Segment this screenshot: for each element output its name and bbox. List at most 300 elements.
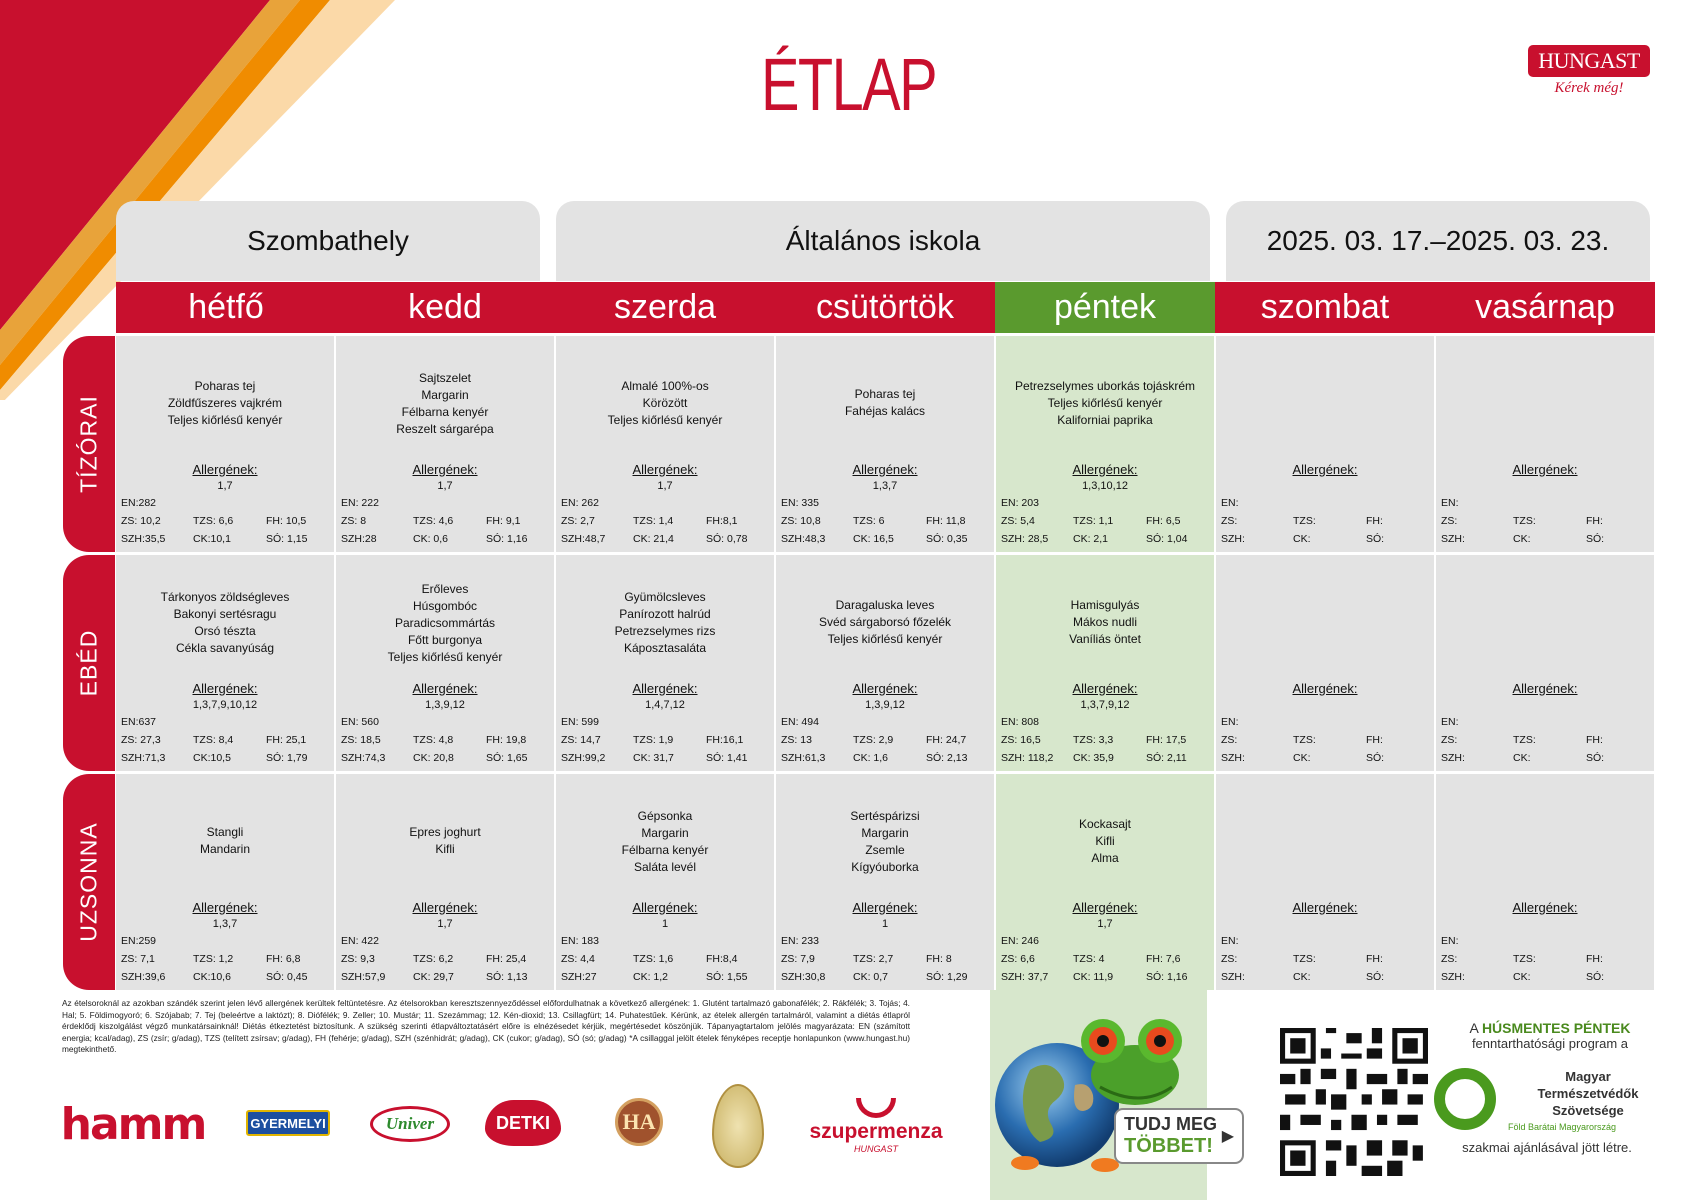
- menu-cell: [1216, 336, 1434, 552]
- food-list: [776, 386, 994, 420]
- allergen-block: [1216, 680, 1434, 697]
- nutrition-block: [121, 713, 332, 767]
- nutrition-fh: FH: 10,5: [266, 515, 307, 527]
- nutrition-tzs: TZS: 4,6: [413, 515, 454, 527]
- allergen-block: [556, 680, 774, 714]
- nutrition-fh: FH: 7,6: [1146, 953, 1181, 965]
- food-item: Teljes kiőrlésű kenyér: [387, 650, 503, 664]
- nutrition-ck: CK:: [1293, 971, 1311, 983]
- menu-cell: [1436, 336, 1654, 552]
- food-item: Margarin: [861, 826, 909, 840]
- nutrition-en: EN:: [1221, 716, 1239, 728]
- allergen-block: [116, 899, 334, 933]
- food-list: [556, 808, 774, 876]
- food-item: Fahéjas kalács: [844, 404, 926, 418]
- food-list: [336, 370, 554, 438]
- nutrition-zs: ZS: 13: [781, 734, 812, 746]
- allergen-label: Allergének:: [192, 462, 258, 477]
- nutrition-en: EN: 494: [781, 716, 819, 728]
- food-item: Kígyóuborka: [851, 860, 919, 874]
- allergen-block: [996, 461, 1214, 495]
- learn-more-button[interactable]: [1114, 1108, 1244, 1164]
- nutrition-ck: CK:10,1: [193, 533, 231, 545]
- learn-more-line1: TUDJ MEG: [1124, 1114, 1218, 1134]
- allergen-block: [336, 680, 554, 714]
- meatless-line2: fenntarthatósági program a: [1471, 1036, 1629, 1051]
- nutrition-szh: SZH:: [1441, 971, 1465, 983]
- allergen-values: 1,7: [437, 480, 453, 492]
- nutrition-so: SÓ: 2,13: [926, 752, 968, 764]
- allergen-values: 1,3,10,12: [1082, 480, 1128, 492]
- allergen-label: Allergének:: [1512, 681, 1578, 696]
- ha-logo-text: HA: [622, 1109, 656, 1134]
- nutrition-szh: SZH:: [1221, 533, 1245, 545]
- day-header-2: szerda: [555, 282, 775, 333]
- nutrition-en: EN: 222: [341, 497, 379, 509]
- date-range-header: 2025. 03. 17.–2025. 03. 23.: [1226, 201, 1650, 281]
- menu-cell: [116, 336, 334, 552]
- allergen-label: Allergének:: [852, 900, 918, 915]
- nutrition-fh: FH: 25,4: [486, 953, 527, 965]
- nutrition-tzs: TZS:: [1513, 953, 1536, 965]
- meal-label-text: EBÉD: [75, 629, 102, 697]
- allergen-label: Allergének:: [852, 681, 918, 696]
- allergen-block: [1436, 461, 1654, 478]
- food-item: Svéd sárgaborsó főzelék: [818, 615, 952, 629]
- menu-cell: [556, 336, 774, 552]
- nutrition-tzs: TZS: 2,7: [853, 953, 894, 965]
- food-item: Daragaluska leves: [835, 598, 935, 612]
- nutrition-block: [1221, 713, 1432, 767]
- gyermelyi-logo-text: GYERMELYI: [250, 1115, 326, 1131]
- nutrition-tzs: TZS: 1,2: [193, 953, 234, 965]
- nutrition-szh: SZH:48,7: [561, 533, 606, 545]
- nutrition-en: EN: 246: [1001, 935, 1039, 947]
- meal-label-0: [63, 336, 115, 552]
- nutrition-fh: FH: 25,1: [266, 734, 307, 746]
- nutrition-fh: FH:8,1: [706, 515, 738, 527]
- szupermenza-logo-sub: HUNGAST: [853, 1144, 898, 1154]
- nutrition-zs: ZS: 6,6: [1001, 953, 1035, 965]
- allergen-label: Allergének:: [1072, 462, 1138, 477]
- food-item: Epres joghurt: [409, 825, 481, 839]
- nutrition-zs: ZS: 9,3: [341, 953, 375, 965]
- allergen-values: 1,3,9,12: [425, 699, 465, 711]
- allergen-block: [116, 680, 334, 714]
- nutrition-tzs: TZS:: [1293, 734, 1316, 746]
- day-header-1: kedd: [335, 282, 555, 333]
- nutrition-zs: ZS: 7,1: [121, 953, 155, 965]
- hamm-logo-text: hamm: [60, 1098, 206, 1150]
- nutrition-ck: CK: 0,6: [413, 533, 449, 545]
- nutrition-zs: ZS: 10,2: [121, 515, 161, 527]
- nutrition-fh: FH: 17,5: [1146, 734, 1187, 746]
- food-item: Orsó tészta: [194, 624, 256, 638]
- allergen-values: 1,3,7: [872, 480, 898, 492]
- nutrition-so: SÓ: 0,35: [926, 533, 968, 545]
- brand-name: HUNGAST: [1528, 45, 1650, 77]
- nutrition-en: EN:282: [121, 497, 157, 509]
- menu-cell: [1436, 555, 1654, 771]
- nutrition-tzs: TZS: 1,1: [1073, 515, 1114, 527]
- nutrition-so: SÓ: 0,78: [706, 533, 748, 545]
- nutrition-ck: CK: 16,5: [853, 533, 894, 545]
- nutrition-block: [781, 713, 992, 767]
- nutrition-tzs: TZS: 6: [853, 515, 885, 527]
- nutrition-zs: ZS: 27,3: [121, 734, 161, 746]
- hamm-logo: [62, 1100, 204, 1148]
- nutrition-tzs: TZS: 1,4: [633, 515, 674, 527]
- allergen-label: Allergének:: [412, 681, 478, 696]
- qr-code-icon[interactable]: [1280, 1028, 1428, 1176]
- nutrition-ck: CK:10,6: [193, 971, 231, 983]
- nutrition-zs: ZS: 5,4: [1001, 515, 1035, 527]
- food-item: Margarin: [421, 388, 469, 402]
- nutrition-fh: FH: 8: [926, 953, 952, 965]
- nutrition-szh: SZH:27: [561, 971, 597, 983]
- day-header-4: péntek: [995, 282, 1215, 333]
- learn-more-line2: TÖBBET!: [1124, 1135, 1213, 1157]
- food-item: Saláta levél: [633, 860, 697, 874]
- food-item: Teljes kiőrlésű kenyér: [1047, 396, 1163, 410]
- food-list: [556, 378, 774, 429]
- nutrition-so: SÓ: 1,16: [1146, 971, 1188, 983]
- food-item: Alma: [1091, 851, 1119, 865]
- allergen-values: 1,3,9,12: [865, 699, 905, 711]
- nutrition-en: EN:: [1221, 497, 1239, 509]
- food-item: Poharas tej: [194, 379, 256, 393]
- menu-cell: [776, 774, 994, 990]
- nutrition-zs: ZS: 14,7: [561, 734, 601, 746]
- menu-cell: [776, 336, 994, 552]
- food-item: Margarin: [641, 826, 689, 840]
- food-item: Almalé 100%-os: [621, 379, 709, 393]
- nutrition-en: EN:: [1221, 935, 1239, 947]
- nutrition-tzs: TZS: 6,6: [193, 515, 234, 527]
- nutrition-ck: CK:10,5: [193, 752, 231, 764]
- allergen-label: Allergének:: [1072, 681, 1138, 696]
- nutrition-szh: SZH:74,3: [341, 752, 386, 764]
- nutrition-fh: FH: 24,7: [926, 734, 967, 746]
- food-item: Kifli: [435, 842, 455, 856]
- nutrition-zs: ZS: 7,9: [781, 953, 815, 965]
- nutrition-tzs: TZS: 4: [1073, 953, 1105, 965]
- nutrition-szh: SZH:35,5: [121, 533, 166, 545]
- nutrition-fh: FH:: [1366, 515, 1383, 527]
- food-item: Mákos nudli: [1072, 615, 1138, 629]
- nutrition-block: [781, 494, 992, 548]
- allergen-block: [556, 461, 774, 495]
- allergen-values: 1,7: [1097, 918, 1113, 930]
- nutrition-tzs: TZS: 8,4: [193, 734, 234, 746]
- allergen-block: [776, 461, 994, 495]
- allergen-block: [116, 461, 334, 495]
- nutrition-zs: ZS:: [1441, 734, 1458, 746]
- nutrition-fh: FH: 19,8: [486, 734, 527, 746]
- food-item: Kaliforniai paprika: [1057, 413, 1153, 427]
- nutrition-so: SÓ: 1,13: [486, 971, 528, 983]
- nutrition-block: [341, 713, 552, 767]
- food-item: Poharas tej: [854, 387, 916, 401]
- allergen-footnote: Az ételsoroknál az azokban szándék szerint jelen lévő allergének kerültek feltüntetésre. Az ételsorokban keresztszennyeződéssel előfordulhatnak a következő allergének: 1. Glutént tartalmazó gabonafélék; 2. Rákfélék; 3. Tojás; 4. Hal; 5. Földimogyoró; 6. Szójabab; 7. Tej (beleértve a laktózt); 8. Diófélék; 9. Zeller; 10. Mustár; 11. Szezámmag; 12. Kén-dioxid; 13. Csillagfürt; 14. Puhatestűek. Kérünk, az ételek allergén tartalmáról, valamint a diétás étlapról érdeklődj kiszolgálást végző munkatársainknál! Diétás étkeztetést biztosítunk. A szükség szerinti étlapváltoztatásért előre is elnézésedet kérjük, megértésedet köszönjük. Tápanyagtartalom jelölés magyarázata: EN (számított energia; kcal/adag), ZS (zsír; g/adag), TZS (telített zsírsav; g/adag), FH (fehérje; g/adag), SZH (szénhidrát; g/adag), CK (cukor; g/adag), SÓ (só; g/adag) *A csillaggal jelölt ételek fényképes receptje honlapunkon (www.hungast.hu) megtekinthető.: [62, 998, 910, 1054]
- smile-icon: [856, 1098, 896, 1118]
- allergen-label: Allergének:: [412, 900, 478, 915]
- nutrition-fh: FH:: [1366, 953, 1383, 965]
- nutrition-en: EN:637: [121, 716, 157, 728]
- gyermelyi-logo: [246, 1110, 330, 1136]
- nutrition-ck: CK:: [1513, 533, 1531, 545]
- nutrition-fh: FH:: [1586, 515, 1603, 527]
- nutrition-en: EN: 560: [341, 716, 379, 728]
- allergen-values: 1,4,7,12: [645, 699, 685, 711]
- nutrition-ck: CK: 20,8: [413, 752, 454, 764]
- nutrition-block: [561, 713, 772, 767]
- allergen-label: Allergének:: [192, 681, 258, 696]
- nutrition-so: SÓ: 1,29: [926, 971, 968, 983]
- nutrition-tzs: TZS:: [1293, 953, 1316, 965]
- allergen-label: Allergének:: [632, 681, 698, 696]
- nutrition-ck: CK: 21,4: [633, 533, 674, 545]
- mtsz-ring-icon: [1434, 1068, 1496, 1130]
- nutrition-block: [781, 932, 992, 986]
- nutrition-so: SÓ:: [1366, 971, 1385, 983]
- brand-tagline: Kérek még!: [1554, 80, 1624, 96]
- nutrition-so: SÓ: 1,79: [266, 752, 308, 764]
- food-list: [996, 378, 1214, 429]
- seal-logo-icon: [712, 1084, 764, 1168]
- hungast-logo: [1528, 45, 1650, 97]
- ha-logo: [603, 1096, 675, 1148]
- nutrition-en: EN: 335: [781, 497, 819, 509]
- nutrition-szh: SZH:: [1221, 971, 1245, 983]
- food-item: Főtt burgonya: [407, 633, 483, 647]
- food-item: Paradicsommártás: [394, 616, 496, 630]
- nutrition-so: SÓ: 1,16: [486, 533, 528, 545]
- food-item: Teljes kiőrlésű kenyér: [827, 632, 943, 646]
- nutrition-szh: SZH:28: [341, 533, 377, 545]
- nutrition-fh: FH: 6,5: [1146, 515, 1181, 527]
- nutrition-fh: FH:: [1586, 734, 1603, 746]
- nutrition-so: SÓ: 1,15: [266, 533, 308, 545]
- nutrition-block: [1001, 713, 1212, 767]
- nutrition-ck: CK: 31,7: [633, 752, 674, 764]
- nutrition-ck: CK: 35,9: [1073, 752, 1114, 764]
- nutrition-en: EN:259: [121, 935, 157, 947]
- nutrition-ck: CK: 11,9: [1073, 971, 1114, 983]
- food-item: Stangli: [206, 825, 244, 839]
- allergen-label: Allergének:: [192, 900, 258, 915]
- nutrition-szh: SZH:57,9: [341, 971, 386, 983]
- szupermenza-logo: [806, 1092, 946, 1160]
- nutrition-zs: ZS:: [1221, 734, 1238, 746]
- food-list: [116, 378, 334, 429]
- nutrition-ck: CK: 2,1: [1073, 533, 1109, 545]
- nutrition-tzs: TZS: 1,9: [633, 734, 674, 746]
- menu-cell: [996, 336, 1214, 552]
- nutrition-tzs: TZS: 4,8: [413, 734, 454, 746]
- food-item: Félbarna kenyér: [621, 843, 709, 857]
- nutrition-szh: SZH:: [1221, 752, 1245, 764]
- menu-cell: [336, 336, 554, 552]
- food-list: [336, 581, 554, 666]
- nutrition-so: SÓ: 1,41: [706, 752, 748, 764]
- menu-cell: [116, 774, 334, 990]
- nutrition-en: EN: 808: [1001, 716, 1039, 728]
- allergen-block: [996, 680, 1214, 714]
- nutrition-en: EN: 203: [1001, 497, 1039, 509]
- food-item: Sertéspárizsi: [850, 809, 920, 823]
- menu-cell: [336, 774, 554, 990]
- mtsz-subtitle: Föld Barátai Magyarország: [1508, 1122, 1617, 1132]
- meal-label-text: UZSONNA: [75, 822, 102, 942]
- nutrition-block: [121, 494, 332, 548]
- food-list: [776, 808, 994, 876]
- food-item: Félbarna kenyér: [401, 405, 489, 419]
- food-item: Mandarin: [199, 842, 251, 856]
- allergen-label: Allergének:: [632, 900, 698, 915]
- nutrition-en: EN:: [1441, 716, 1459, 728]
- allergen-values: 1,3,7,9,10,12: [192, 699, 258, 711]
- menu-cell: [996, 555, 1214, 771]
- food-list: [776, 597, 994, 648]
- univer-logo-text: Univer: [385, 1114, 435, 1133]
- nutrition-fh: FH:16,1: [706, 734, 744, 746]
- menu-cell: [556, 555, 774, 771]
- allergen-block: [776, 899, 994, 933]
- nutrition-zs: ZS: 10,8: [781, 515, 821, 527]
- nutrition-fh: FH:: [1366, 734, 1383, 746]
- allergen-block: [1216, 899, 1434, 916]
- meal-label-2: [63, 774, 115, 990]
- nutrition-fh: FH: 11,8: [926, 515, 966, 527]
- allergen-values: 1: [881, 918, 889, 930]
- food-item: Petrezselymes uborkás tojáskrém: [1014, 379, 1196, 393]
- nutrition-tzs: TZS: 1,6: [633, 953, 674, 965]
- allergen-block: [336, 899, 554, 933]
- food-item: Gyümölcsleves: [624, 590, 706, 604]
- allergen-block: [996, 899, 1214, 933]
- nutrition-so: SÓ: 1,55: [706, 971, 748, 983]
- nutrition-szh: SZH: 118,2: [1001, 752, 1054, 764]
- nutrition-szh: SZH:: [1441, 533, 1465, 545]
- nutrition-fh: FH:: [1586, 953, 1603, 965]
- play-arrow-icon: ▶: [1221, 1128, 1234, 1145]
- food-item: Cékla savanyúság: [175, 641, 275, 655]
- allergen-block: [336, 461, 554, 495]
- food-item: Zsemle: [865, 843, 905, 857]
- day-header-0: hétfő: [116, 282, 336, 333]
- food-item: Káposztasaláta: [623, 641, 707, 655]
- allergen-block: [776, 680, 994, 714]
- menu-cell: [996, 774, 1214, 990]
- meatless-closing: szakmai ajánlásával jött létre.: [1462, 1140, 1632, 1155]
- allergen-label: Allergének:: [1512, 462, 1578, 477]
- nutrition-zs: ZS: 8: [341, 515, 367, 527]
- menu-cell: [1436, 774, 1654, 990]
- nutrition-szh: SZH:61,3: [781, 752, 826, 764]
- meatless-friday-text: [1440, 1020, 1660, 1051]
- food-item: Teljes kiőrlésű kenyér: [607, 413, 723, 427]
- nutrition-zs: ZS:: [1441, 515, 1458, 527]
- allergen-values: 1,7: [437, 918, 453, 930]
- nutrition-szh: SZH:48,3: [781, 533, 826, 545]
- nutrition-so: SÓ: 1,65: [486, 752, 528, 764]
- nutrition-en: EN:: [1441, 935, 1459, 947]
- day-header-5: szombat: [1215, 282, 1435, 333]
- food-list: [116, 824, 334, 858]
- food-item: Zöldfűszeres vajkrém: [167, 396, 283, 410]
- nutrition-zs: ZS: 4,4: [561, 953, 595, 965]
- nutrition-tzs: TZS: 3,3: [1073, 734, 1114, 746]
- food-list: [556, 589, 774, 657]
- nutrition-tzs: TZS: 6,2: [413, 953, 454, 965]
- nutrition-en: EN: 422: [341, 935, 379, 947]
- allergen-block: [556, 899, 774, 933]
- nutrition-block: [561, 932, 772, 986]
- food-list: [996, 597, 1214, 648]
- allergen-label: Allergének:: [1292, 900, 1358, 915]
- nutrition-fh: FH: 6,8: [266, 953, 301, 965]
- nutrition-szh: SZH: 37,7: [1001, 971, 1049, 983]
- allergen-values: 1,3,7: [212, 918, 238, 930]
- nutrition-zs: ZS:: [1221, 515, 1238, 527]
- allergen-block: [1216, 461, 1434, 478]
- food-item: Petrezselymes rizs: [614, 624, 716, 638]
- meatless-prefix: A: [1469, 1020, 1479, 1036]
- food-item: Reszelt sárgarépa: [396, 422, 494, 436]
- allergen-values: 1,7: [657, 480, 673, 492]
- nutrition-block: [121, 932, 332, 986]
- nutrition-block: [341, 932, 552, 986]
- nutrition-en: EN: 183: [561, 935, 599, 947]
- detki-logo-text: DETKI: [496, 1112, 550, 1133]
- allergen-label: Allergének:: [412, 462, 478, 477]
- nutrition-fh: FH:8,4: [706, 953, 738, 965]
- nutrition-ck: CK:: [1513, 752, 1531, 764]
- nutrition-block: [1441, 932, 1652, 986]
- nutrition-tzs: TZS:: [1513, 734, 1536, 746]
- nutrition-ck: CK:: [1513, 971, 1531, 983]
- allergen-label: Allergének:: [1292, 462, 1358, 477]
- nutrition-szh: SZH:99,2: [561, 752, 606, 764]
- nutrition-en: EN: 233: [781, 935, 819, 947]
- food-list: [996, 816, 1214, 867]
- nutrition-block: [1441, 494, 1652, 548]
- nutrition-szh: SZH:39,6: [121, 971, 166, 983]
- nutrition-zs: ZS:: [1221, 953, 1238, 965]
- allergen-values: 1,3,7,9,12: [1080, 699, 1130, 711]
- nutrition-so: SÓ: 2,11: [1146, 752, 1187, 764]
- nutrition-szh: SZH:71,3: [121, 752, 166, 764]
- nutrition-szh: SZH: 28,5: [1001, 533, 1049, 545]
- nutrition-so: SÓ:: [1366, 752, 1385, 764]
- menu-cell: [116, 555, 334, 771]
- nutrition-so: SÓ:: [1586, 971, 1605, 983]
- allergen-values: 1,7: [217, 480, 233, 492]
- menu-cell: [556, 774, 774, 990]
- nutrition-ck: CK: 0,7: [853, 971, 889, 983]
- nutrition-block: [1441, 713, 1652, 767]
- nutrition-so: SÓ: 1,04: [1146, 533, 1188, 545]
- food-item: Erőleves: [421, 582, 469, 596]
- nutrition-zs: ZS:: [1441, 953, 1458, 965]
- allergen-label: Allergének:: [1072, 900, 1138, 915]
- allergen-label: Allergének:: [632, 462, 698, 477]
- allergen-values: 1: [661, 918, 669, 930]
- page-title: ÉTLAP: [760, 43, 937, 126]
- nutrition-szh: SZH:30,8: [781, 971, 826, 983]
- allergen-block: [1436, 680, 1654, 697]
